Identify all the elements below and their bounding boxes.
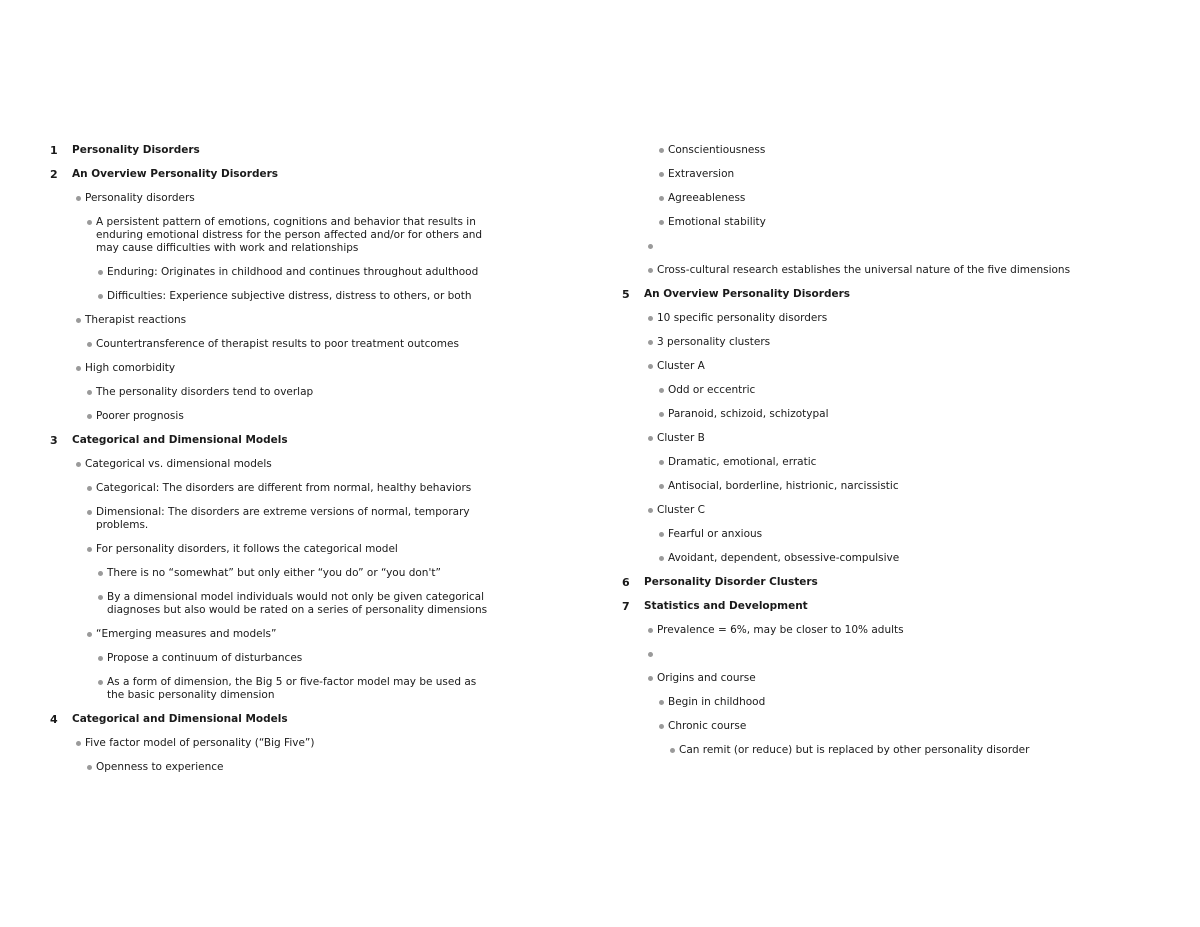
outline-item bbox=[622, 264, 1182, 277]
outline-text: Origins and course bbox=[657, 672, 756, 684]
bullet-icon bbox=[659, 724, 664, 729]
outline-item bbox=[622, 696, 1182, 709]
outline-item bbox=[622, 504, 1182, 517]
outline-item bbox=[622, 168, 1182, 181]
bullet-icon bbox=[87, 390, 92, 395]
outline-text: By a dimensional model individuals would not only be given categorical diagnoses but also would be rated on a series of personality dimensions bbox=[107, 591, 488, 616]
outline-item bbox=[622, 720, 1182, 733]
slide-number: 6 bbox=[622, 576, 630, 589]
outline-item bbox=[50, 410, 570, 423]
bullet-icon bbox=[98, 680, 103, 685]
slide-title-row bbox=[50, 144, 570, 157]
outline-text: Enduring: Originates in childhood and continues throughout adulthood bbox=[107, 266, 479, 278]
slide-title: An Overview Personality Disorders bbox=[72, 168, 279, 180]
slide-number: 4 bbox=[50, 713, 58, 726]
outline-item bbox=[50, 652, 570, 665]
slide-number: 5 bbox=[622, 288, 630, 301]
outline-item bbox=[622, 384, 1182, 397]
outline-item bbox=[50, 543, 570, 556]
outline-item bbox=[50, 676, 570, 702]
slide-title: Statistics and Development bbox=[644, 600, 808, 612]
outline-text: For personality disorders, it follows the categorical model bbox=[96, 543, 398, 555]
outline-text: Chronic course bbox=[668, 720, 747, 732]
outline-text: Paranoid, schizoid, schizotypal bbox=[668, 408, 829, 420]
outline-item bbox=[50, 216, 570, 255]
outline-text: “Emerging measures and models” bbox=[96, 628, 277, 640]
outline-item bbox=[50, 192, 570, 205]
bullet-icon bbox=[659, 220, 664, 225]
outline-text: Conscientiousness bbox=[668, 144, 766, 156]
slide-title: Personality Disorders bbox=[72, 144, 200, 156]
bullet-icon bbox=[76, 366, 81, 371]
bullet-icon bbox=[98, 270, 103, 275]
bullet-icon bbox=[648, 628, 653, 633]
outline-text: Cross-cultural research establishes the universal nature of the five dimensions bbox=[657, 264, 1071, 276]
outline-text: Agreeableness bbox=[668, 192, 746, 204]
outline-item bbox=[50, 290, 570, 303]
outline-item bbox=[622, 408, 1182, 421]
outline-item bbox=[622, 360, 1182, 373]
outline-text: Categorical: The disorders are different from normal, healthy behaviors bbox=[96, 482, 472, 494]
outline-item bbox=[622, 456, 1182, 469]
slide-title: An Overview Personality Disorders bbox=[644, 288, 851, 300]
outline-text: Dramatic, emotional, erratic bbox=[668, 456, 817, 468]
bullet-icon bbox=[659, 172, 664, 177]
outline-text: Countertransference of therapist results to poor treatment outcomes bbox=[96, 338, 459, 350]
bullet-icon bbox=[87, 486, 92, 491]
outline-text: Therapist reactions bbox=[85, 314, 187, 326]
bullet-icon bbox=[659, 388, 664, 393]
bullet-icon bbox=[76, 196, 81, 201]
outline-text: Cluster C bbox=[657, 504, 705, 516]
slide-title: Personality Disorder Clusters bbox=[644, 576, 818, 588]
outline-item bbox=[622, 552, 1182, 565]
bullet-icon bbox=[98, 294, 103, 299]
bullet-icon bbox=[76, 318, 81, 323]
outline-text: Emotional stability bbox=[668, 216, 766, 228]
outline-item bbox=[622, 648, 1182, 661]
outline-text: Difficulties: Experience subjective distress, distress to others, or both bbox=[107, 290, 472, 302]
outline-item bbox=[50, 591, 570, 617]
bullet-icon bbox=[76, 741, 81, 746]
bullet-icon bbox=[87, 342, 92, 347]
outline-item bbox=[50, 314, 570, 327]
outline-item bbox=[50, 567, 570, 580]
slide-number: 3 bbox=[50, 434, 58, 447]
outline-text: As a form of dimension, the Big 5 or five-factor model may be used as the basic personality dimension bbox=[107, 676, 477, 701]
bullet-icon bbox=[87, 510, 92, 515]
outline-text: Openness to experience bbox=[96, 761, 224, 773]
outline-text: A persistent pattern of emotions, cognitions and behavior that results in enduring emotional distress for the person affected and/or for others and may cause difficulties with work and relationships bbox=[96, 216, 483, 254]
outline-text: Odd or eccentric bbox=[668, 384, 756, 396]
outline-text: Propose a continuum of disturbances bbox=[107, 652, 303, 664]
outline-item bbox=[622, 432, 1182, 445]
outline-text: Prevalence = 6%, may be closer to 10% adults bbox=[657, 624, 904, 636]
slide-number: 7 bbox=[622, 600, 630, 613]
outline-item bbox=[50, 386, 570, 399]
outline-text: Cluster B bbox=[657, 432, 705, 444]
bullet-icon bbox=[87, 765, 92, 770]
bullet-icon bbox=[659, 412, 664, 417]
outline-text bbox=[657, 648, 1097, 661]
bullet-icon bbox=[648, 436, 653, 441]
bullet-icon bbox=[648, 316, 653, 321]
outline-item bbox=[50, 506, 570, 532]
outline-item bbox=[622, 192, 1182, 205]
outline-item bbox=[50, 628, 570, 641]
outline-text: Antisocial, borderline, histrionic, narcissistic bbox=[668, 480, 899, 492]
outline-item bbox=[50, 338, 570, 351]
bullet-icon bbox=[98, 595, 103, 600]
outline-item bbox=[622, 744, 1182, 757]
outline-text: 10 specific personality disorders bbox=[657, 312, 828, 324]
bullet-icon bbox=[659, 148, 664, 153]
outline-item bbox=[622, 480, 1182, 493]
outline-item bbox=[622, 240, 1182, 253]
outline-item bbox=[50, 458, 570, 471]
outline-text: Avoidant, dependent, obsessive-compulsive bbox=[668, 552, 900, 564]
bullet-icon bbox=[659, 484, 664, 489]
outline-item bbox=[50, 266, 570, 279]
outline-item bbox=[622, 672, 1182, 685]
bullet-icon bbox=[659, 700, 664, 705]
bullet-icon bbox=[659, 460, 664, 465]
slide-title-row bbox=[50, 434, 570, 447]
outline-text: There is no “somewhat” but only either “you do” or “you don't” bbox=[107, 567, 441, 579]
bullet-icon bbox=[648, 676, 653, 681]
outline-item bbox=[622, 144, 1182, 157]
bullet-icon bbox=[87, 220, 92, 225]
bullet-icon bbox=[659, 196, 664, 201]
outline-text: 3 personality clusters bbox=[657, 336, 771, 348]
right-outline-column bbox=[622, 144, 1182, 768]
outline-text: Personality disorders bbox=[85, 192, 195, 204]
slide-title-row bbox=[622, 576, 1182, 589]
slide-number: 2 bbox=[50, 168, 58, 181]
outline-item bbox=[50, 362, 570, 375]
bullet-icon bbox=[659, 556, 664, 561]
bullet-icon bbox=[648, 340, 653, 345]
bullet-icon bbox=[87, 632, 92, 637]
outline-item bbox=[622, 312, 1182, 325]
bullet-icon bbox=[87, 414, 92, 419]
outline-text: High comorbidity bbox=[85, 362, 176, 374]
outline-text: Extraversion bbox=[668, 168, 735, 180]
outline-text: Five factor model of personality (“Big Five”) bbox=[85, 737, 315, 749]
outline-item bbox=[622, 216, 1182, 229]
slide-number: 1 bbox=[50, 144, 58, 157]
bullet-icon bbox=[670, 748, 675, 753]
outline-text: Dimensional: The disorders are extreme versions of normal, temporary problems. bbox=[96, 506, 470, 531]
outline-text: Fearful or anxious bbox=[668, 528, 763, 540]
outline-item bbox=[50, 482, 570, 495]
outline-item bbox=[622, 624, 1182, 637]
bullet-icon bbox=[648, 268, 653, 273]
bullet-icon bbox=[648, 364, 653, 369]
outline-item bbox=[50, 737, 570, 750]
slide-title-row bbox=[50, 168, 570, 181]
bullet-icon bbox=[648, 244, 653, 249]
outline-text bbox=[657, 240, 1097, 253]
outline-text: Poorer prognosis bbox=[96, 410, 184, 422]
slide-title: Categorical and Dimensional Models bbox=[72, 713, 288, 725]
slide-title-row bbox=[622, 288, 1182, 301]
bullet-icon bbox=[648, 508, 653, 513]
slide-title-row bbox=[622, 600, 1182, 613]
bullet-icon bbox=[98, 656, 103, 661]
outline-text: Categorical vs. dimensional models bbox=[85, 458, 272, 470]
bullet-icon bbox=[659, 532, 664, 537]
bullet-icon bbox=[98, 571, 103, 576]
outline-item bbox=[622, 528, 1182, 541]
slide-title: Categorical and Dimensional Models bbox=[72, 434, 288, 446]
outline-text: Begin in childhood bbox=[668, 696, 766, 708]
bullet-icon bbox=[648, 652, 653, 657]
outline-text: Cluster A bbox=[657, 360, 705, 372]
outline-text: The personality disorders tend to overlap bbox=[96, 386, 314, 398]
bullet-icon bbox=[76, 462, 81, 467]
left-outline-column bbox=[50, 144, 570, 785]
outline-text: Can remit (or reduce) but is replaced by other personality disorder bbox=[679, 744, 1030, 756]
slide-title-row bbox=[50, 713, 570, 726]
outline-item bbox=[50, 761, 570, 774]
outline-item bbox=[622, 336, 1182, 349]
bullet-icon bbox=[87, 547, 92, 552]
